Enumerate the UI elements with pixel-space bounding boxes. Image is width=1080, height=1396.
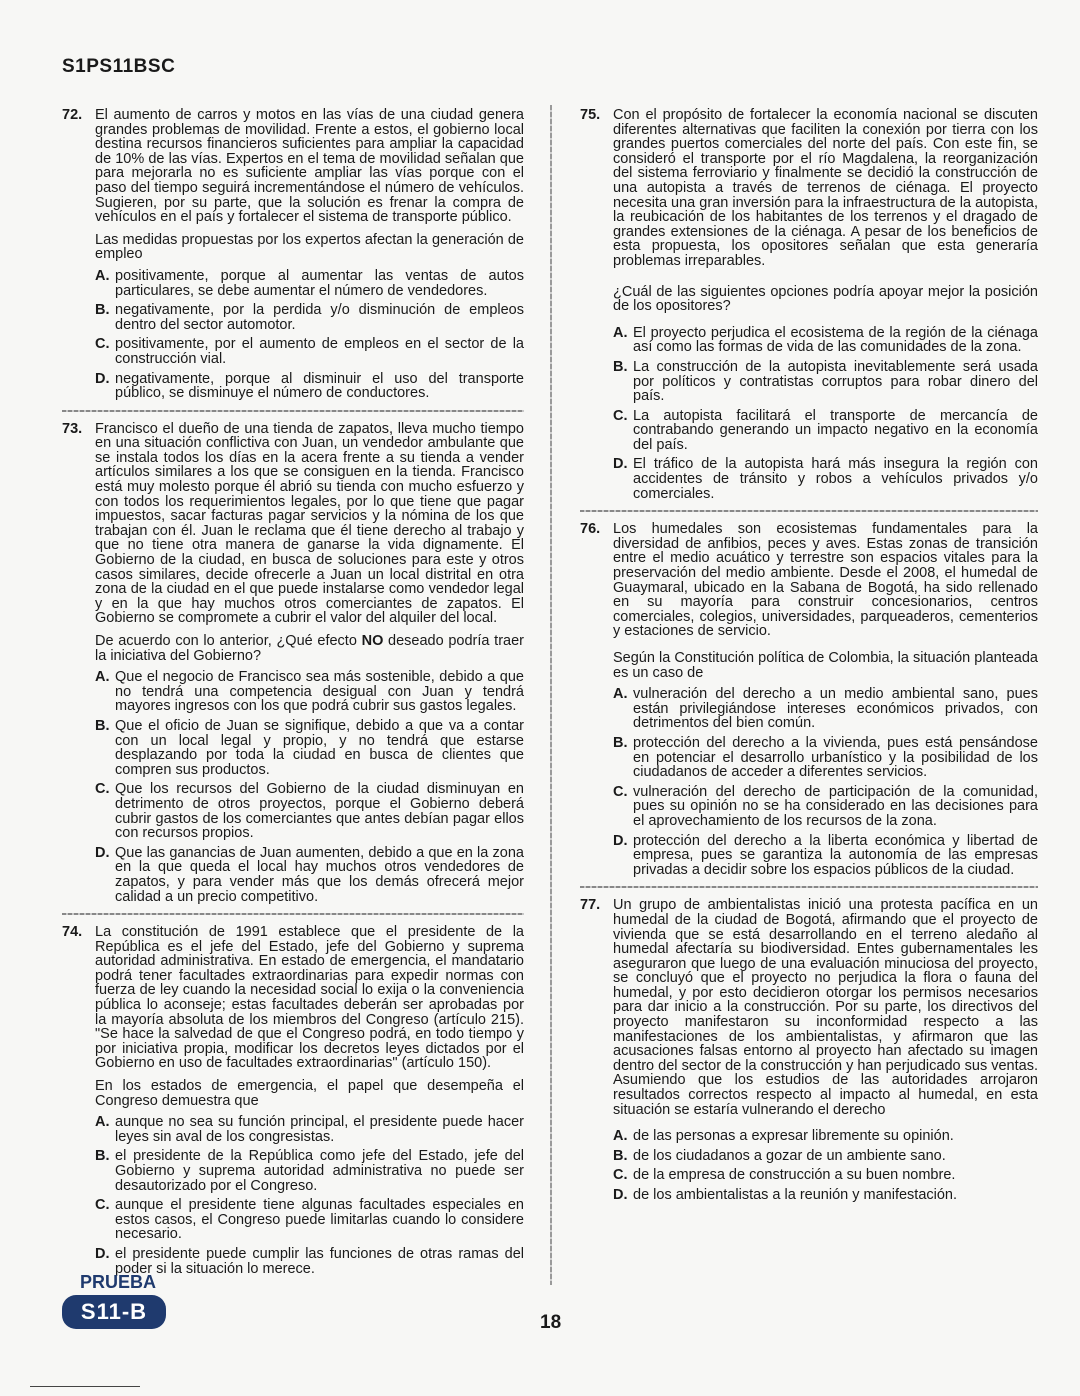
options-list — [613, 687, 1038, 877]
option-letter: A. — [613, 686, 628, 703]
option-letter: B. — [613, 734, 628, 751]
question-prompt: Las medidas propuestas por los expertos afectan la generación de empleo — [95, 231, 524, 263]
option-letter: B. — [613, 1147, 628, 1164]
question-73 — [62, 422, 524, 904]
option-b[interactable] — [613, 360, 1038, 404]
option-letter: C. — [613, 1167, 628, 1184]
test-badge: S11-B — [62, 1295, 166, 1329]
option-text: El proyecto perjudica el ecosistema de la región de la ciénaga así como las formas de vida de las comunidades de la zona. — [633, 324, 1038, 356]
question-number: 74. — [62, 924, 83, 941]
option-c[interactable] — [95, 337, 524, 366]
option-text: El tráfico de la autopista hará más insegura la región con accidentes de tránsito y robos a vehículos privados y/o comerciales. — [633, 456, 1038, 502]
option-a[interactable] — [95, 1115, 524, 1144]
question-77 — [580, 898, 1038, 1202]
option-text: aunque el presidente tiene algunas facultades especiales en estos casos, el Congreso puede limitarlas cuando lo considere necesario. — [115, 1197, 524, 1243]
option-a[interactable] — [613, 326, 1038, 355]
option-text: protección del derecho a la liberta económica y libertad de empresa, pues se garantiza la autonomía de las empresas privadas a decidir sobre los espacios públicos de la ciudad. — [633, 832, 1038, 878]
option-c[interactable] — [613, 1168, 1038, 1183]
prompt-part: deseado podría traer la iniciativa del Gobierno? — [95, 633, 524, 664]
question-prompt — [95, 634, 524, 663]
left-column — [62, 108, 524, 1281]
question-72 — [62, 108, 524, 401]
question-text: Los humedales son ecosistemas fundamentales para la diversidad de anfibios, peces y aves. Estas zonas de transición entre el medio acuático y terrestre son espacios vitales para la preservación del medio ambiente. Desde el 2008, el humedal de Guaymaral, ubicado en la Sabana de Bogotá, ha sido rellenado en su mayoría para construir concesionarios, centros comerciales, colegios, universidades, parqueaderos, cementerios y estaciones de servicio. — [613, 521, 1038, 640]
option-d[interactable] — [95, 1247, 524, 1276]
question-text: Un grupo de ambientalistas inició una protesta pacífica en un humedal de la ciudad de Bogotá, afirmando que el proyecto de vivienda que se está desarrollando en el terreno aledaño al humedal afectaría su biodiversidad. Entes gubernamentales les aseguraron que luego de una evaluación minuciosa del proyecto, se concluyó que el proyecto no perjudica la flora o fauna del humedal, y por esto decidieron otorgar los permisos necesarios para dar inicio a la construcción. Por su parte, los directivos del proyecto manifestaron su inconformidad respecto a las manifestaciones de los ambientalistas, y afirmaron que las acusaciones falsas entorno al proyecto han afectado su imagen dentro del sector de la construcción y han perjudicado sus ventas. Asumiendo que los estudios de las autoridades arrojaron resultados correctos respecto al impacto al humedal, en esta situación se estaría vulnerando el derecho — [613, 897, 1038, 1118]
option-c[interactable] — [95, 782, 524, 840]
option-d[interactable] — [613, 1188, 1038, 1203]
option-letter: D. — [95, 844, 110, 861]
question-text: La constitución de 1991 establece que el presidente de la República es el jefe del Estado, jefe del Gobierno y suprema autoridad administrativa. En estado de emergencia, el mandatario podrá tener facultades extraordinarias para expedir normas con fuerza de ley cuando la necesidad social lo exija o la conveniencia pública lo aconseje; estas facultades deberán ser aprobadas por la mayoría absoluta de los miembros del Congreso (artículo 215). "Se hace la salvedad de que el Congreso podrá, en todo tiempo y por iniciativa propia, modificar los decretos leyes dictados por el Gobierno en uso de facultades extraordinarias" (artículo 150). — [95, 924, 524, 1072]
option-text: el presidente puede cumplir las funciones de otras ramas del poder si la situación lo merece. — [115, 1245, 524, 1277]
option-letter: D. — [613, 1187, 628, 1203]
option-letter: C. — [95, 1197, 110, 1214]
option-letter: D. — [95, 1245, 110, 1262]
option-text: negativamente, porque al disminuir el uso del transporte público, se disminuye el número de conductores. — [115, 370, 524, 402]
question-number: 73. — [62, 420, 83, 437]
option-letter: A. — [95, 669, 110, 686]
option-letter: B. — [95, 1148, 110, 1165]
option-c[interactable] — [613, 785, 1038, 829]
option-d[interactable] — [95, 846, 524, 904]
option-text: de la empresa de construcción a su buen nombre. — [633, 1167, 956, 1184]
option-letter: B. — [95, 717, 110, 734]
option-text: de los ciudadanos a gozar de un ambiente sano. — [633, 1147, 946, 1164]
option-text: positivamente, porque al aumentar las ventas de autos particulares, se debe aumentar el número de vendedores. — [115, 267, 524, 299]
option-letter: C. — [613, 783, 628, 800]
question-75 — [580, 108, 1038, 501]
option-b[interactable] — [613, 736, 1038, 780]
question-number: 72. — [62, 107, 83, 123]
option-text: Que las ganancias de Juan aumenten, debido a que en la zona en la que queda el local hay muchos otros vendedores de zapatos, y para vender más que los demás ofrecerá mejor calidad a un precio competitivo. — [115, 844, 524, 905]
option-text: negativamente, por la perdida y/o disminución de empleos dentro del sector automotor. — [115, 302, 524, 333]
question-prompt: En los estados de emergencia, el papel que desempeña el Congreso demuestra que — [95, 1078, 524, 1109]
option-text: de las personas a expresar libremente su opinión. — [633, 1128, 954, 1145]
option-letter: D. — [95, 370, 110, 387]
option-b[interactable] — [95, 303, 524, 332]
prueba-label: PRUEBA — [80, 1272, 157, 1292]
option-letter: C. — [95, 781, 110, 798]
option-letter: D. — [613, 456, 628, 473]
option-letter: A. — [613, 1128, 628, 1145]
option-letter: A. — [613, 324, 628, 341]
options-list — [95, 269, 524, 401]
option-d[interactable] — [95, 372, 524, 401]
option-text: de los ambientalistas a la reunión y manifestación. — [633, 1187, 958, 1203]
question-separator — [580, 510, 1038, 512]
question-text: El aumento de carros y motos en las vías de una ciudad genera grandes problemas de movilidad. Frente a estos, el gobierno local destina recursos financieros suficientes para ampliar la capacidad de 10% de las vías. Expertos en el tema de movilidad señalan que para mejorarla no es suficiente ampliar las vías porque con el paso del tiempo seguirá incrementándose el número de vehículos. Sugieren, por su parte, que la solución es frenar la compra de vehículos en el país y fortalecer el sistema de transporte público. — [95, 107, 524, 226]
question-number: 77. — [580, 897, 601, 914]
option-text: vulneración del derecho a un medio ambiental sano, pues están privilegiándose intereses económicos privados, con detrimentos del bien común. — [633, 686, 1038, 732]
exam-code: S1PS11BSC — [62, 56, 176, 77]
right-column — [580, 108, 1038, 1208]
option-letter: A. — [95, 1114, 110, 1131]
option-text: protección del derecho a la vivienda, pues está pensándose en potenciar el desarrollo urbanístico y la posibilidad de los ciudadanos de acceder a diferentes servicios. — [633, 734, 1038, 781]
question-separator — [62, 913, 524, 915]
question-number: 76. — [580, 521, 601, 538]
option-c[interactable] — [613, 409, 1038, 453]
question-separator — [580, 886, 1038, 888]
option-text: positivamente, por el aumento de empleos en el sector de la construcción vial. — [115, 336, 524, 367]
option-letter: B. — [613, 358, 628, 375]
option-a[interactable] — [613, 687, 1038, 731]
option-a[interactable] — [95, 269, 524, 298]
option-letter: C. — [95, 336, 110, 353]
question-prompt: ¿Cuál de las siguientes opciones podría apoyar mejor la posición de los opositores? — [613, 283, 1038, 315]
option-a[interactable] — [95, 670, 524, 714]
prompt-part: De acuerdo con lo anterior, ¿Qué efecto — [95, 633, 362, 649]
option-letter: B. — [95, 302, 110, 319]
option-b[interactable] — [613, 1149, 1038, 1164]
options-list — [95, 670, 524, 904]
options-list — [95, 1115, 524, 1276]
option-letter: D. — [613, 832, 628, 849]
option-text: La construcción de la autopista inevitablemente será usada por políticos y contratistas corruptos para robar dinero del país. — [633, 358, 1038, 405]
option-text: Que el oficio de Juan se signifique, debido a que va a contar con un local legal y propio, y no tendrá que estarse desplazando por toda la ciudad en busca de clientes que compren sus productos. — [115, 717, 524, 778]
page-number: 18 — [540, 1312, 562, 1333]
option-text: Que el negocio de Francisco sea más sostenible, debido a que no tendrá una competencia desigual con Juan y tendrá mayores ingresos con los que podrá cubrir sus gastos legales. — [115, 669, 524, 715]
question-separator — [62, 410, 524, 412]
option-text: el presidente de la República como jefe del Estado, jefe del Gobierno y suprema autoridad administrativa no puede ser desautorizado por el Congreso. — [115, 1148, 524, 1194]
option-text: vulneración del derecho de participación de la comunidad, pues su opinión no se ha considerado en las decisiones para el aprovechamiento de los recursos de la zona. — [633, 783, 1038, 829]
prompt-emphasis: NO — [361, 633, 384, 649]
options-list — [613, 326, 1038, 502]
option-letter: C. — [613, 407, 628, 424]
option-a[interactable] — [613, 1129, 1038, 1144]
question-74 — [62, 925, 524, 1276]
question-prompt: Según la Constitución política de Colombia, la situación planteada es un caso de — [613, 650, 1038, 681]
question-text: Con el propósito de fortalecer la economía nacional se discuten diferentes alternativas que faciliten la conexión por tierra con los grandes puertos comerciales del norte del país. Con este fin, se consideró el transporte por el río Magdalena, la reorganización del sistema ferroviario y finalmente se decidió la construcción de una autopista a través de terrenos de ciénaga. El proyecto necesita una gran inversión para la infraestructura de la autopista, la reubicación de los habitantes de los terrenos y el dragado de grandes extensiones de la ciénaga. A pesar de los beneficios de esta propuesta, los opositores señalan que esta generaría problemas irreparables. — [613, 107, 1038, 269]
question-text: Francisco el dueño de una tienda de zapatos, lleva mucho tiempo en una situación conflictiva con Juan, un vendedor ambulante que se instala todos los días en la acera frente a su tienda a vender artículos similares a los que se consiguen en la tienda. Francisco está muy molesto porque él abrió su tienda con mucho esfuerzo y con todos los requerimientos legales, por lo que tiene que pagar impuestos, sacar facturas pagar servicios y la nómina de los que trabajan con él. Juan le reclama que él tiene derecho al trabajo y que no tiene otra manera de ganarse la vida dignamente. El Gobierno de la ciudad, en busca de soluciones para este y otros casos similares, decide ofrecerle a Juan un local distrital en otra zona de la ciudad en el que puede instalarse como vendedor legal y en la que hay muchos otros comerciantes de zapatos. El Gobierno se compromete a cubrir el valor del alquiler del local. — [95, 420, 524, 627]
option-d[interactable] — [613, 457, 1038, 501]
option-letter: A. — [95, 267, 110, 284]
option-b[interactable] — [95, 1149, 524, 1193]
option-b[interactable] — [95, 719, 524, 777]
option-text: Que los recursos del Gobierno de la ciudad disminuyan en detrimento de otros proyectos, porque el Gobierno deberá cubrir gastos de los comerciantes que antes debían pagar ellos con recursos propios. — [115, 781, 524, 842]
option-text: aunque no sea su función principal, el presidente puede hacer leyes sin aval de los congresistas. — [115, 1114, 524, 1145]
options-list — [613, 1129, 1038, 1202]
question-number: 75. — [580, 107, 601, 123]
option-c[interactable] — [95, 1198, 524, 1242]
column-divider — [550, 105, 552, 1285]
bottom-rule — [30, 1386, 140, 1387]
option-text: La autopista facilitará el transporte de mercancía de contrabando generando un impacto negativo en la economía del país. — [633, 407, 1038, 453]
option-d[interactable] — [613, 834, 1038, 878]
question-76 — [580, 522, 1038, 877]
